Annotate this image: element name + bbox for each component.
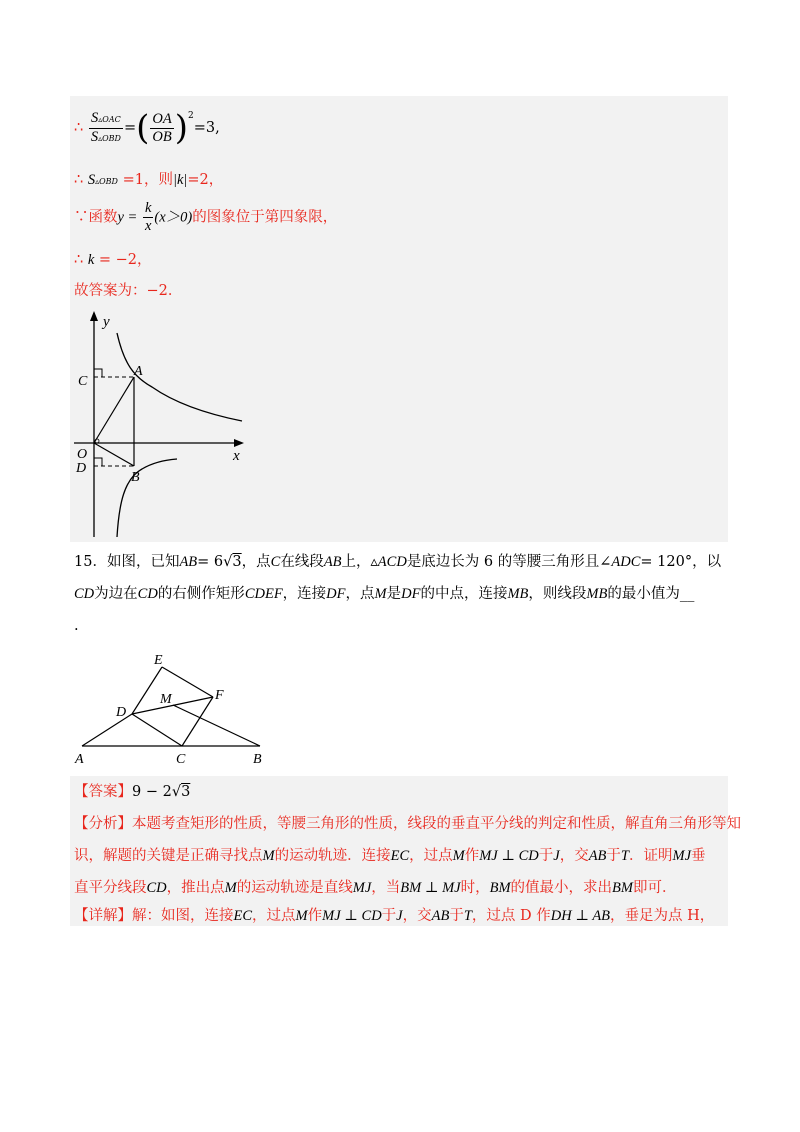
label-C: C <box>78 374 88 389</box>
solution-line-k-value: ∴ k = −2， <box>74 252 152 268</box>
label-y: y <box>103 314 110 330</box>
area-fraction: $\frac{\text{S▵OAC}}{\text{S▵OBD}}$ <box>90 109 121 145</box>
figure-hyperbola-diagram <box>72 309 246 539</box>
label2-B: B <box>253 752 262 767</box>
figure1-background <box>72 309 246 539</box>
analysis-tag: 【分析】 <box>74 816 132 832</box>
solution-final-answer: 故答案为：−2． <box>74 283 183 299</box>
answer-line: 【答案】9 − 2√3 <box>74 784 191 800</box>
solution-line-function-quadrant: ∵函数y = $\frac{k}{x}$ (x＞0)的图象位于第四象限， <box>74 200 338 234</box>
segment-DF <box>132 697 213 714</box>
label-O: O <box>77 447 88 462</box>
detail-tag: 【详解】 <box>74 908 132 924</box>
figure-rectangle-triangle-diagram <box>70 650 270 770</box>
answer-tag: 【答案】 <box>74 784 132 800</box>
label-A: A <box>134 364 143 379</box>
label2-M: M <box>160 692 172 707</box>
analysis-line2: 识，解题的关键是正确寻找点M的运动轨迹．连接EC，过点M作MJ ⊥ CD于J，交AB于T．证明MJ垂 <box>74 848 706 864</box>
label-x: x <box>233 448 240 464</box>
label2-C: C <box>176 752 186 767</box>
label2-A: A <box>75 752 84 767</box>
answer-blank: __ <box>679 586 695 602</box>
label2-E: E <box>154 653 163 668</box>
answer-value: 9 − 2 <box>132 784 172 800</box>
length-fraction: $\frac{OA}{OB}$ <box>152 110 172 145</box>
question-15-line1: 15．如图，已知AB= 6√3，点C在线段AB上，▵ACD是底边长为 6 的等腰三角形且∠ADC= 120°，以 <box>74 554 722 570</box>
label2-F: F <box>215 688 224 703</box>
segment-DC <box>132 714 182 746</box>
therefore-symbol: ∴ <box>74 120 84 136</box>
question-15-line2: CD为边在CD的右侧作矩形CDEF，连接DF，点M是DF的中点，连接MB，则线段MB的最小值为__ <box>74 586 695 602</box>
label-D: D <box>76 461 87 476</box>
analysis-line1: 【分析】本题考查矩形的性质，等腰三角形的性质，线段的垂直平分线的判定和性质，解直角三角形等知 <box>74 816 741 832</box>
label-B: B <box>131 470 140 485</box>
detail-line1: 【详解】解：如图，连接EC，过点M作MJ ⊥ CD于J，交AB于T，过点 D 作DH ⊥ AB，垂足为点 H， <box>74 908 715 924</box>
solution-line-area-ratio: ∴ $\frac{\text{S▵OAC}}{\text{S▵OBD}}$ =( $\frac{OA}{OB}$ )$^2$=3, <box>74 108 220 148</box>
k-over-x-fraction: $\frac{k}{x}$ <box>144 200 152 234</box>
analysis-line3: 直平分线段CD，推出点M的运动轨迹是直线MJ，当BM ⊥ MJ时，BM的值最小，求出BM即可． <box>74 880 677 896</box>
area-ratio-value: =3, <box>193 120 220 136</box>
segment-DE <box>132 667 162 714</box>
solution-line-area-value: ∴ S▵OBD =1，则|k|=2， <box>74 172 224 188</box>
label2-D: D <box>116 705 127 720</box>
question-15-line3: . <box>74 618 79 634</box>
